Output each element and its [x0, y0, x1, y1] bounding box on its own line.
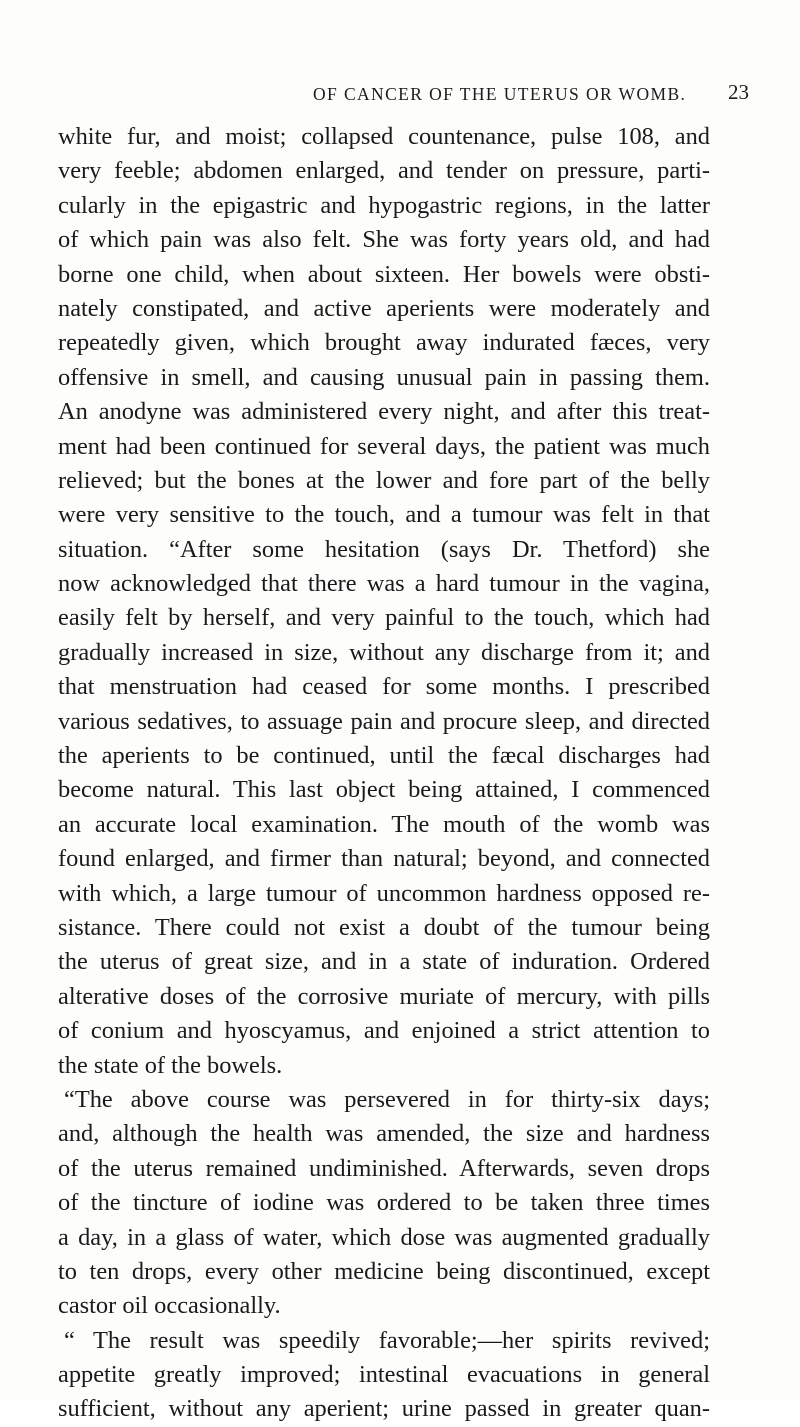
text-line: and, although the health was amended, the size and hardness [58, 1120, 710, 1148]
text-line: the aperients to be continued, until the fæcal discharges had [58, 742, 710, 770]
text-line: of the uterus remained undiminished. Afterwards, seven drops [58, 1154, 710, 1182]
text-line: situation. “After some hesitation (says Dr. Thetford) she [58, 535, 710, 563]
text-line: now acknowledged that there was a hard tumour in the vagina, [58, 570, 710, 598]
page-number: 23 [728, 80, 749, 104]
text-line: ment had been continued for several days, the patient was much [58, 432, 710, 460]
text-line: gradually increased in size, without any discharge from it; and [58, 638, 710, 666]
text-line: repeatedly given, which brought away indurated fæces, very [58, 329, 710, 357]
text-line: An anodyne was administered every night, and after this treat- [58, 398, 710, 426]
text-line: “ The result was speedily favorable;—her spirits revived; [64, 1326, 710, 1354]
text-line: an accurate local examination. The mouth of the womb was [58, 810, 710, 838]
running-head: OF CANCER OF THE UTERUS OR WOMB. [313, 84, 687, 104]
text-line: easily felt by herself, and very painful to the touch, which had [58, 604, 710, 632]
text-line: the state of the bowels. [58, 1051, 283, 1079]
text-line: of which pain was also felt. She was forty years old, and had [58, 226, 710, 254]
text-line: borne one child, when about sixteen. Her bowels were obsti- [58, 260, 710, 288]
text-line: of conium and hyoscyamus, and enjoined a strict attention to [58, 1017, 710, 1045]
text-line: a day, in a glass of water, which dose was augmented gradually [58, 1223, 710, 1251]
text-line: were very sensitive to the touch, and a tumour was felt in that [58, 501, 710, 529]
text-line: nately constipated, and active aperients were moderately and [58, 294, 710, 322]
text-line: that menstruation had ceased for some months. I prescribed [58, 673, 710, 701]
text-line: alterative doses of the corrosive muriate of mercury, with pills [58, 982, 710, 1010]
text-line: become natural. This last object being attained, I commenced [58, 776, 710, 804]
text-line: sufficient, without any aperient; urine passed in greater quan- [58, 1395, 710, 1423]
body-text [58, 120, 710, 1427]
text-line: various sedatives, to assuage pain and procure sleep, and directed [58, 707, 710, 735]
text-line: to ten drops, every other medicine being discontinued, except [58, 1257, 710, 1285]
text-line: offensive in smell, and causing unusual pain in passing them. [58, 363, 710, 391]
text-line: cularly in the epigastric and hypogastric regions, in the latter [58, 191, 710, 219]
text-line: castor oil occasionally. [58, 1292, 281, 1320]
text-line: “The above course was persevered in for thirty-six days; [64, 1085, 710, 1113]
text-line: the uterus of great size, and in a state of induration. Ordered [58, 948, 710, 976]
text-line: white fur, and moist; collapsed countenance, pulse 108, and [58, 123, 710, 150]
text-line: with which, a large tumour of uncommon hardness opposed re- [58, 879, 710, 907]
text-line: sistance. There could not exist a doubt of the tumour being [58, 913, 710, 941]
text-line: found enlarged, and firmer than natural; beyond, and connected [58, 845, 710, 873]
text-line: of the tincture of iodine was ordered to be taken three times [58, 1189, 710, 1217]
text-line: very feeble; abdomen enlarged, and tender on pressure, parti- [58, 157, 710, 185]
text-line: relieved; but the bones at the lower and fore part of the belly [58, 466, 710, 494]
text-line: appetite greatly improved; intestinal evacuations in general [58, 1361, 710, 1389]
